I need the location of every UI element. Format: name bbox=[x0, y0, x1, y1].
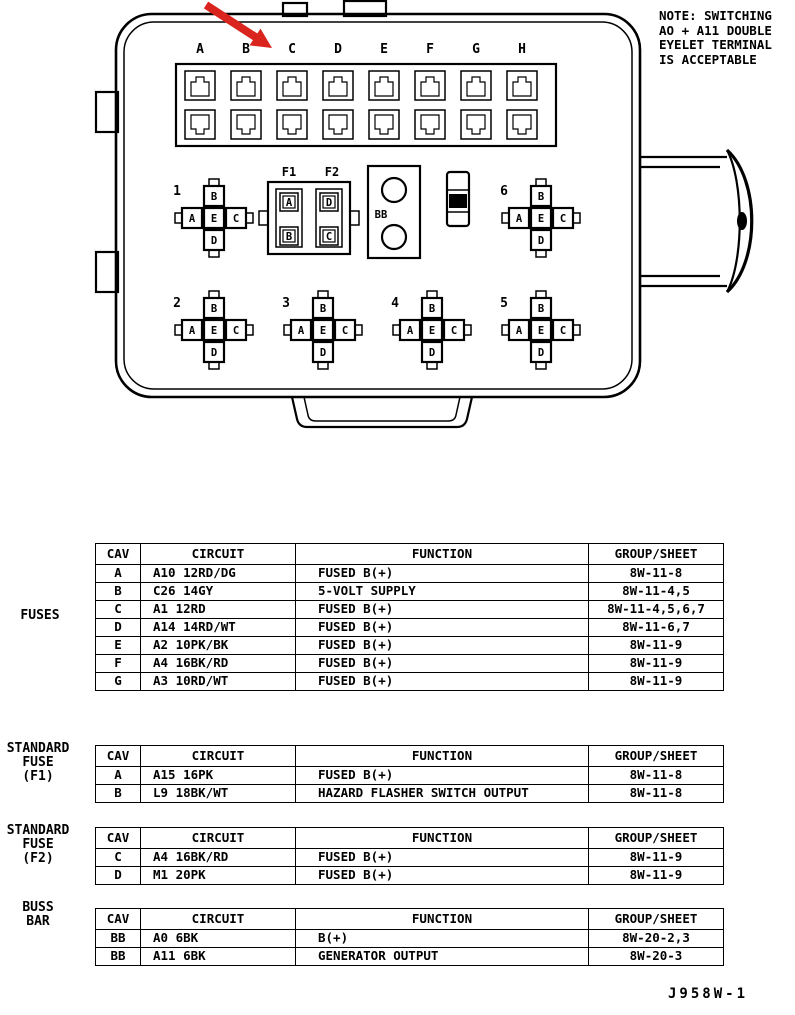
relay-4-pin-center-label: E bbox=[428, 325, 436, 337]
right-arm-lines bbox=[640, 157, 727, 286]
cell-cav: C bbox=[96, 601, 141, 619]
cell-cav: D bbox=[96, 867, 141, 885]
table-header-row bbox=[96, 909, 724, 930]
power-distribution-center-diagram bbox=[0, 0, 795, 470]
note-line: AO + A11 DOUBLE bbox=[659, 22, 772, 38]
col-header-group-sheet: GROUP/SHEET bbox=[589, 828, 724, 849]
cavity-sockets bbox=[185, 71, 537, 139]
relay-5-pin-center-label: E bbox=[537, 325, 545, 337]
cavity-B-bottom-terminal bbox=[237, 115, 255, 134]
cavity-D-bottom-terminal bbox=[329, 115, 347, 134]
fuse-f2-label: F2 bbox=[324, 165, 340, 179]
cavity-letter: D bbox=[334, 42, 342, 57]
col-header-group-sheet: GROUP/SHEET bbox=[589, 544, 724, 565]
cell-group: 8W-11-9 bbox=[589, 637, 724, 655]
relay-sockets bbox=[173, 179, 580, 369]
cell-circuit: C26 14GY bbox=[141, 583, 296, 601]
cavity-A-top-terminal bbox=[191, 77, 209, 96]
cavity-letter: B bbox=[242, 42, 250, 57]
fuse-f1-pin-a: A bbox=[285, 197, 293, 209]
cavity-A-bottom-socket bbox=[185, 110, 215, 139]
cavity-block bbox=[176, 64, 556, 146]
cavity-G-top-terminal bbox=[467, 77, 485, 96]
standard-fuse-f2-section-label bbox=[1, 824, 75, 866]
table-row bbox=[96, 601, 724, 619]
cell-circuit: A15 16PK bbox=[141, 767, 296, 785]
cell-cav: G bbox=[96, 673, 141, 691]
section-label-line: (F1) bbox=[22, 769, 54, 784]
buss-bar-stud-bottom bbox=[382, 225, 406, 249]
table-row bbox=[96, 673, 724, 691]
cavity-G-bottom-socket bbox=[461, 110, 491, 139]
cell-cav: BB bbox=[96, 930, 141, 948]
standard-fuse-f1-section-label bbox=[1, 742, 75, 784]
col-header-function: FUNCTION bbox=[296, 909, 589, 930]
fuse-block-nub-left bbox=[259, 211, 268, 225]
cavity-E-top-terminal bbox=[375, 77, 393, 96]
bottom-tab-inner bbox=[304, 397, 460, 421]
cell-cav: F bbox=[96, 655, 141, 673]
section-label-line: FUSE bbox=[22, 755, 54, 770]
cell-group: 8W-11-9 bbox=[589, 867, 724, 885]
note-line: EYELET TERMINAL bbox=[659, 37, 772, 53]
relay-6-pin-left-label: A bbox=[515, 213, 523, 225]
table-row bbox=[96, 767, 724, 785]
section-label-line: FUSES bbox=[20, 608, 60, 623]
col-header-circuit: CIRCUIT bbox=[141, 746, 296, 767]
relay-2-pin-right-label: C bbox=[232, 325, 240, 337]
cell-function: FUSED B(+) bbox=[296, 619, 589, 637]
col-header-circuit: CIRCUIT bbox=[141, 544, 296, 565]
relay-number: 5 bbox=[500, 296, 508, 311]
cell-function: GENERATOR OUTPUT bbox=[296, 948, 589, 966]
standard-fuse-block bbox=[259, 165, 359, 254]
relay-4-pin-right-label: C bbox=[450, 325, 458, 337]
table-row bbox=[96, 619, 724, 637]
cavity-H-bottom-socket bbox=[507, 110, 537, 139]
cavity-letter: G bbox=[472, 42, 480, 57]
relay-socket-2 bbox=[173, 291, 253, 369]
cell-group: 8W-11-8 bbox=[589, 785, 724, 803]
cavity-F-bottom-socket bbox=[415, 110, 445, 139]
relay-1-pin-right-label: C bbox=[232, 213, 240, 225]
cavity-H-bottom-terminal bbox=[513, 115, 531, 134]
relay-5-pin-top-label: B bbox=[537, 303, 545, 315]
cavity-C-top-terminal bbox=[283, 77, 301, 96]
cell-function: B(+) bbox=[296, 930, 589, 948]
note-line: IS ACCEPTABLE bbox=[659, 51, 757, 67]
relay-3-pin-right-label: C bbox=[341, 325, 349, 337]
cell-group: 8W-11-4,5 bbox=[589, 583, 724, 601]
buss-bar-stud-top bbox=[382, 178, 406, 202]
cell-circuit: M1 20PK bbox=[141, 867, 296, 885]
cell-function: FUSED B(+) bbox=[296, 655, 589, 673]
cell-circuit: A0 6BK bbox=[141, 930, 296, 948]
cell-circuit: A10 12RD/DG bbox=[141, 565, 296, 583]
relay-3-pin-left-label: A bbox=[297, 325, 305, 337]
fuse-f2-pin-c: C bbox=[325, 231, 333, 243]
cell-group: 8W-11-9 bbox=[589, 655, 724, 673]
cavity-letter: C bbox=[288, 42, 296, 57]
relay-4-pin-left-label: A bbox=[406, 325, 414, 337]
cavity-letters bbox=[196, 42, 526, 57]
cell-circuit: A1 12RD bbox=[141, 601, 296, 619]
cell-circuit: A2 10PK/BK bbox=[141, 637, 296, 655]
col-header-circuit: CIRCUIT bbox=[141, 828, 296, 849]
cell-cav: A bbox=[96, 565, 141, 583]
relay-socket-1 bbox=[173, 179, 253, 257]
cell-group: 8W-11-9 bbox=[589, 673, 724, 691]
relay-5-pin-left-label: A bbox=[515, 325, 523, 337]
col-header-function: FUNCTION bbox=[296, 544, 589, 565]
relay-number: 2 bbox=[173, 296, 181, 311]
buss-bar-block bbox=[368, 166, 420, 258]
cell-cav: C bbox=[96, 849, 141, 867]
table-row bbox=[96, 655, 724, 673]
relay-6-pin-top-label: B bbox=[537, 191, 545, 203]
cell-group: 8W-11-4,5,6,7 bbox=[589, 601, 724, 619]
cell-function: FUSED B(+) bbox=[296, 849, 589, 867]
table-row bbox=[96, 930, 724, 948]
relay-1-pin-left-label: A bbox=[188, 213, 196, 225]
buss-bar-table bbox=[95, 908, 724, 966]
relay-2-pin-center-label: E bbox=[210, 325, 218, 337]
cavity-E-bottom-socket bbox=[369, 110, 399, 139]
cavity-B-top-terminal bbox=[237, 77, 255, 96]
section-label-line: FUSE bbox=[22, 837, 54, 852]
breaker-component bbox=[447, 172, 469, 226]
fuse-block-nub-right bbox=[350, 211, 359, 225]
relay-1-pin-top-label: B bbox=[210, 191, 218, 203]
cell-cav: B bbox=[96, 785, 141, 803]
cell-cav: D bbox=[96, 619, 141, 637]
relay-socket-3 bbox=[282, 291, 362, 369]
cell-cav: A bbox=[96, 767, 141, 785]
cell-cav: E bbox=[96, 637, 141, 655]
cell-group: 8W-11-8 bbox=[589, 767, 724, 785]
cavity-C-bottom-terminal bbox=[283, 115, 301, 134]
cell-group: 8W-11-9 bbox=[589, 849, 724, 867]
col-header-cav: CAV bbox=[96, 828, 141, 849]
table-row bbox=[96, 849, 724, 867]
cell-circuit: L9 18BK/WT bbox=[141, 785, 296, 803]
cell-function: FUSED B(+) bbox=[296, 601, 589, 619]
buss-bar-section-label bbox=[10, 901, 66, 929]
relay-5-pin-bottom-label: D bbox=[537, 347, 545, 359]
relay-socket-4 bbox=[391, 291, 471, 369]
section-label-line: (F2) bbox=[22, 851, 54, 866]
cell-function: FUSED B(+) bbox=[296, 767, 589, 785]
col-header-cav: CAV bbox=[96, 544, 141, 565]
cell-group: 8W-20-3 bbox=[589, 948, 724, 966]
cell-group: 8W-11-6,7 bbox=[589, 619, 724, 637]
relay-number: 6 bbox=[500, 184, 508, 199]
cavity-D-bottom-socket bbox=[323, 110, 353, 139]
col-header-function: FUNCTION bbox=[296, 828, 589, 849]
cell-cav: BB bbox=[96, 948, 141, 966]
cavity-letter: H bbox=[518, 42, 526, 57]
standard-fuse-f1-table bbox=[95, 745, 724, 803]
cell-group: 8W-11-8 bbox=[589, 565, 724, 583]
cell-circuit: A3 10RD/WT bbox=[141, 673, 296, 691]
relay-4-pin-top-label: B bbox=[428, 303, 436, 315]
table-header-row bbox=[96, 828, 724, 849]
cell-function: FUSED B(+) bbox=[296, 565, 589, 583]
table-row bbox=[96, 637, 724, 655]
cavity-letter: F bbox=[426, 42, 434, 57]
buss-bar-label: BB bbox=[374, 209, 388, 221]
breaker-band bbox=[449, 194, 467, 208]
table-row bbox=[96, 867, 724, 885]
cavity-D-top-terminal bbox=[329, 77, 347, 96]
table-row bbox=[96, 583, 724, 601]
figure-code: J958W-1 bbox=[668, 986, 749, 1002]
relay-number: 1 bbox=[173, 184, 181, 199]
fuse-f1-label: F1 bbox=[281, 165, 297, 179]
cavity-B-bottom-socket bbox=[231, 110, 261, 139]
cavity-H-top-terminal bbox=[513, 77, 531, 96]
col-header-function: FUNCTION bbox=[296, 746, 589, 767]
cell-circuit: A11 6BK bbox=[141, 948, 296, 966]
col-header-cav: CAV bbox=[96, 909, 141, 930]
col-header-circuit: CIRCUIT bbox=[141, 909, 296, 930]
cell-function: 5-VOLT SUPPLY bbox=[296, 583, 589, 601]
fuse-f2-pin-d: D bbox=[325, 197, 333, 209]
cell-circuit: A14 14RD/WT bbox=[141, 619, 296, 637]
section-label-line: STANDARD bbox=[6, 823, 70, 838]
relay-5-pin-right-label: C bbox=[559, 325, 567, 337]
cell-cav: B bbox=[96, 583, 141, 601]
relay-6-pin-right-label: C bbox=[559, 213, 567, 225]
note-text bbox=[659, 9, 772, 67]
cell-circuit: A4 16BK/RD bbox=[141, 655, 296, 673]
table-header-row bbox=[96, 746, 724, 767]
col-header-cav: CAV bbox=[96, 746, 141, 767]
fuse-f1-pin-b: B bbox=[285, 231, 293, 243]
relay-socket-6 bbox=[500, 179, 580, 257]
cavity-C-bottom-socket bbox=[277, 110, 307, 139]
cell-group: 8W-20-2,3 bbox=[589, 930, 724, 948]
relay-3-pin-bottom-label: D bbox=[319, 347, 327, 359]
relay-2-pin-top-label: B bbox=[210, 303, 218, 315]
relay-2-pin-left-label: A bbox=[188, 325, 196, 337]
cavity-E-bottom-terminal bbox=[375, 115, 393, 134]
relay-number: 3 bbox=[282, 296, 290, 311]
section-label-line: BUSS bbox=[22, 900, 54, 915]
cell-function: FUSED B(+) bbox=[296, 867, 589, 885]
fuses-table bbox=[95, 543, 724, 691]
cell-function: FUSED B(+) bbox=[296, 673, 589, 691]
relay-6-pin-bottom-label: D bbox=[537, 235, 545, 247]
relay-number: 4 bbox=[391, 296, 399, 311]
table-row bbox=[96, 948, 724, 966]
cell-function: FUSED B(+) bbox=[296, 637, 589, 655]
cell-function: HAZARD FLASHER SWITCH OUTPUT bbox=[296, 785, 589, 803]
relay-3-pin-top-label: B bbox=[319, 303, 327, 315]
section-label-line: STANDARD bbox=[6, 741, 70, 756]
table-row bbox=[96, 785, 724, 803]
relay-socket-5 bbox=[500, 291, 580, 369]
note-line: NOTE: SWITCHING bbox=[659, 8, 772, 23]
relay-6-pin-center-label: E bbox=[537, 213, 545, 225]
standard-fuse-f2-table bbox=[95, 827, 724, 885]
relay-2-pin-bottom-label: D bbox=[210, 347, 218, 359]
cavity-A-bottom-terminal bbox=[191, 115, 209, 134]
section-label-line: BAR bbox=[26, 914, 50, 929]
table-header-row bbox=[96, 544, 724, 565]
relay-4-pin-bottom-label: D bbox=[428, 347, 436, 359]
relay-3-pin-center-label: E bbox=[319, 325, 327, 337]
relay-1-pin-bottom-label: D bbox=[210, 235, 218, 247]
col-header-group-sheet: GROUP/SHEET bbox=[589, 746, 724, 767]
col-header-group-sheet: GROUP/SHEET bbox=[589, 909, 724, 930]
relay-1-pin-center-label: E bbox=[210, 213, 218, 225]
table-row bbox=[96, 565, 724, 583]
cavity-letter: A bbox=[196, 42, 204, 57]
latch-pivot bbox=[737, 212, 747, 230]
cavity-F-bottom-terminal bbox=[421, 115, 439, 134]
cavity-G-bottom-terminal bbox=[467, 115, 485, 134]
cavity-F-top-terminal bbox=[421, 77, 439, 96]
cell-circuit: A4 16BK/RD bbox=[141, 849, 296, 867]
fuses-section-label bbox=[8, 609, 72, 623]
bottom-tab-outer bbox=[292, 397, 472, 427]
cavity-letter: E bbox=[380, 42, 388, 57]
